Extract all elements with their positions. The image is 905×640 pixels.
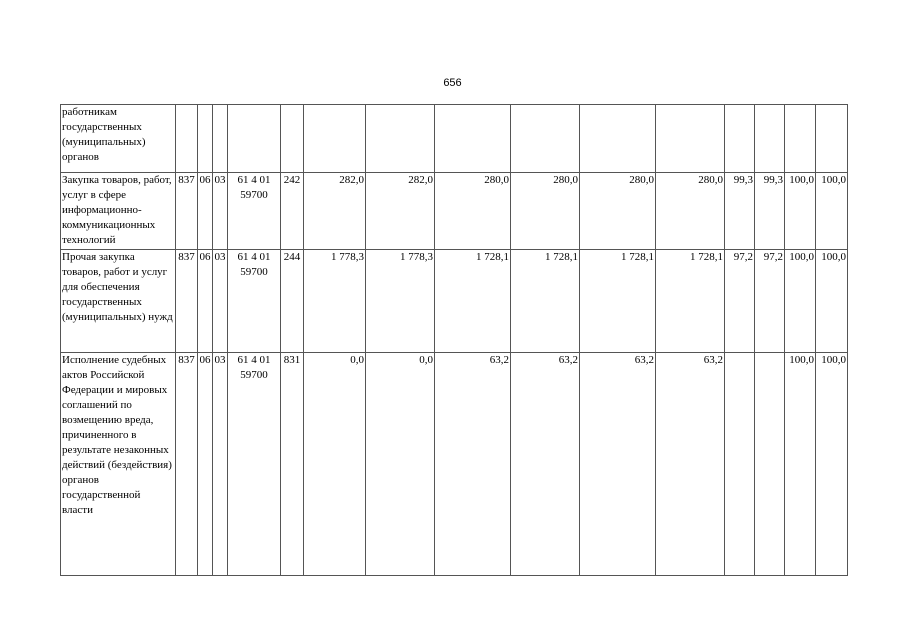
cell-percent-3: 100,0 (785, 250, 816, 353)
table-row (61, 105, 848, 173)
cell-value-4: 63,2 (511, 353, 580, 576)
cell-pr: 03 (213, 173, 228, 250)
cell-value-3 (435, 105, 511, 173)
cell-value-4: 1 728,1 (511, 250, 580, 353)
cell-percent-1 (725, 353, 755, 576)
cell-percent-4 (816, 105, 848, 173)
cell-ved: 837 (176, 173, 198, 250)
cell-value-4: 280,0 (511, 173, 580, 250)
cell-pr (213, 105, 228, 173)
cell-percent-1 (725, 105, 755, 173)
table-row (61, 250, 848, 353)
cell-value-2: 0,0 (366, 353, 435, 576)
cell-percent-3: 100,0 (785, 353, 816, 576)
cell-percent-2: 97,2 (755, 250, 785, 353)
cell-percent-4: 100,0 (816, 250, 848, 353)
cell-ved: 837 (176, 250, 198, 353)
cell-ved: 837 (176, 353, 198, 576)
cell-percent-2 (755, 353, 785, 576)
cell-csr (228, 105, 281, 173)
cell-percent-1: 99,3 (725, 173, 755, 250)
cell-value-5: 1 728,1 (580, 250, 656, 353)
cell-value-1: 1 778,3 (304, 250, 366, 353)
row-name: Прочая закупка товаров, работ и услуг для обеспечения государственных (муниципальных) нужд (61, 250, 176, 353)
row-name: работникам государственных (муниципальных) органов (61, 105, 176, 173)
cell-rz: 06 (198, 250, 213, 353)
cell-value-1 (304, 105, 366, 173)
cell-value-2: 1 778,3 (366, 250, 435, 353)
table-row (61, 173, 848, 250)
row-name: Исполнение судебных актов Российской Федерации и мировых соглашений по возмещению вреда, причиненного в результате незаконных действий (бездействия) органов государственной власти (61, 353, 176, 576)
cell-vr (281, 105, 304, 173)
cell-csr: 61 4 01 59700 (228, 353, 281, 576)
cell-percent-3: 100,0 (785, 173, 816, 250)
cell-csr: 61 4 01 59700 (228, 173, 281, 250)
cell-rz: 06 (198, 173, 213, 250)
cell-percent-2: 99,3 (755, 173, 785, 250)
cell-value-2: 282,0 (366, 173, 435, 250)
cell-pr: 03 (213, 353, 228, 576)
cell-ved (176, 105, 198, 173)
cell-percent-3 (785, 105, 816, 173)
cell-vr: 242 (281, 173, 304, 250)
cell-csr: 61 4 01 59700 (228, 250, 281, 353)
page-number: 656 (443, 77, 462, 89)
cell-value-6: 63,2 (656, 353, 725, 576)
cell-percent-4: 100,0 (816, 353, 848, 576)
cell-percent-2 (755, 105, 785, 173)
cell-rz: 06 (198, 353, 213, 576)
cell-value-1: 0,0 (304, 353, 366, 576)
cell-value-6: 280,0 (656, 173, 725, 250)
cell-value-6 (656, 105, 725, 173)
cell-value-5 (580, 105, 656, 173)
cell-value-5: 280,0 (580, 173, 656, 250)
cell-value-3: 63,2 (435, 353, 511, 576)
cell-value-5: 63,2 (580, 353, 656, 576)
cell-value-6: 1 728,1 (656, 250, 725, 353)
cell-value-3: 1 728,1 (435, 250, 511, 353)
cell-percent-1: 97,2 (725, 250, 755, 353)
table-row (61, 353, 848, 576)
cell-pr: 03 (213, 250, 228, 353)
cell-value-4 (511, 105, 580, 173)
row-name: Закупка товаров, работ, услуг в сфере информационно-коммуникационных технологий (61, 173, 176, 250)
cell-value-3: 280,0 (435, 173, 511, 250)
cell-vr: 831 (281, 353, 304, 576)
cell-percent-4: 100,0 (816, 173, 848, 250)
cell-value-2 (366, 105, 435, 173)
cell-value-1: 282,0 (304, 173, 366, 250)
budget-table (60, 104, 848, 576)
cell-vr: 244 (281, 250, 304, 353)
cell-rz (198, 105, 213, 173)
